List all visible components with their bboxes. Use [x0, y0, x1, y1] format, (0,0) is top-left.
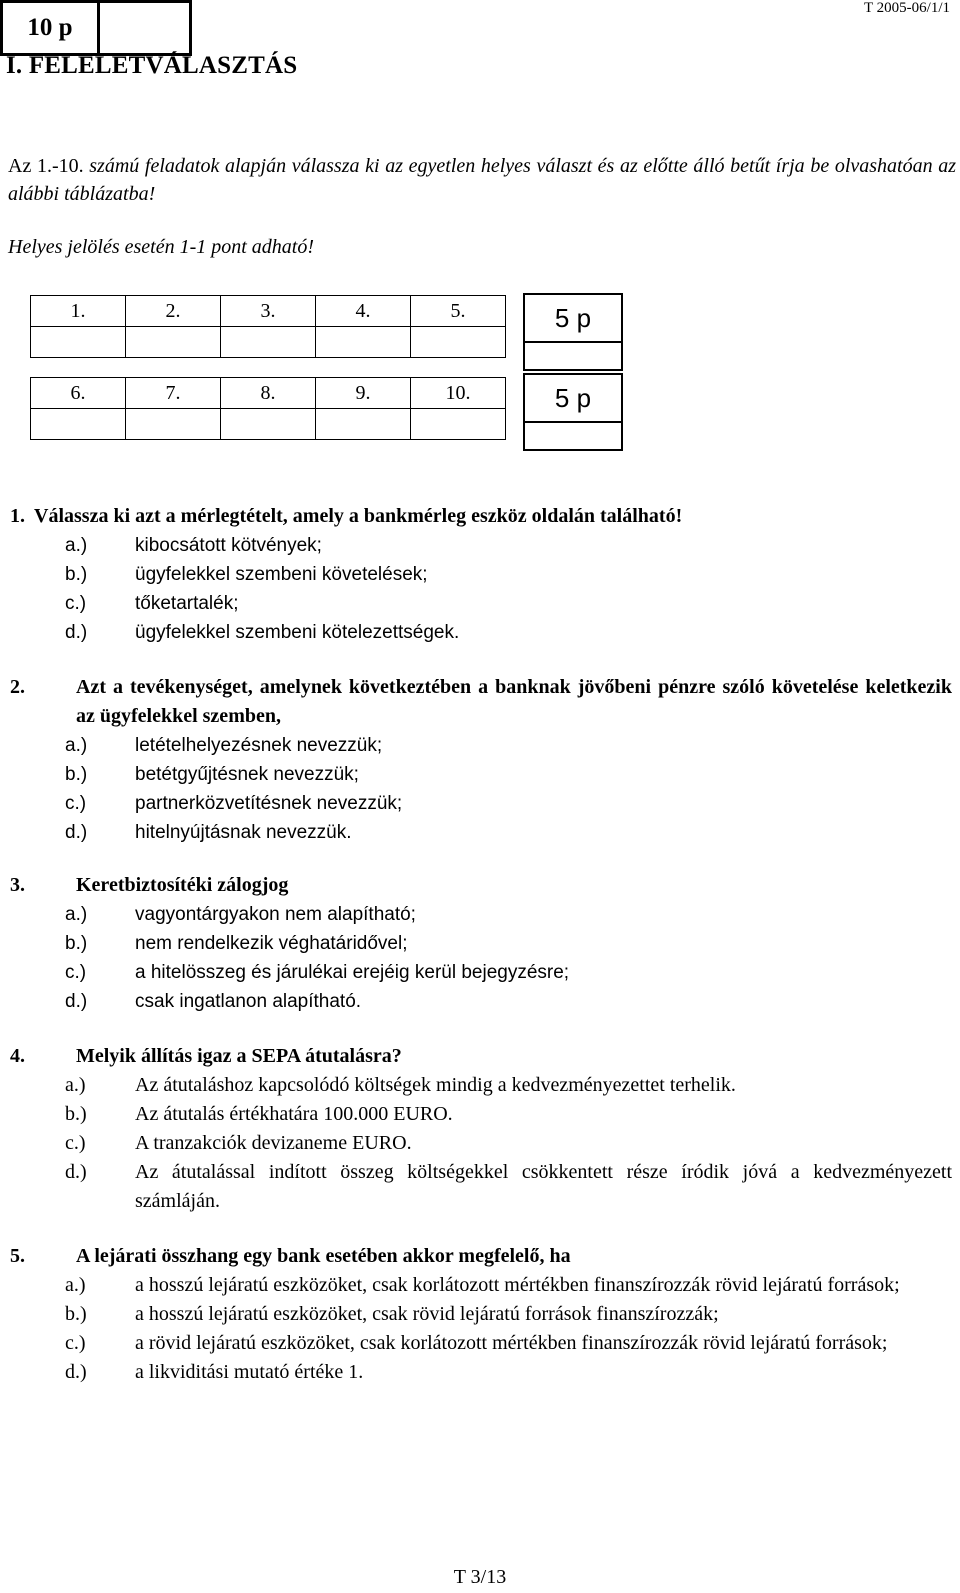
- option-text: a hitelösszeg és járulékai erejéig kerül bejegyzésre;: [135, 962, 570, 983]
- option-b: [65, 929, 952, 958]
- question-3: [10, 871, 952, 1016]
- option-letter: d.): [65, 622, 88, 643]
- answer-cell[interactable]: [31, 409, 126, 440]
- question-text: Keretbiztosítéki zálogjog: [76, 874, 289, 896]
- option-text: A tranzakciók devizaneme EURO.: [135, 1132, 412, 1154]
- option-letter: b.): [65, 1303, 87, 1325]
- option-d: [65, 618, 952, 647]
- option-b: [65, 560, 952, 589]
- question-stem: [10, 871, 952, 900]
- option-text: a rövid lejáratú eszközöket, csak korlátozott mértékben finanszírozzák rövid lejáratú források;: [135, 1332, 888, 1354]
- option-text: ügyfelekkel szembeni követelések;: [135, 564, 428, 585]
- option-d: [65, 1358, 952, 1387]
- option-text: a hosszú lejáratú eszközöket, csak rövid lejáratú források finanszírozzák;: [135, 1303, 719, 1325]
- option-c: [65, 789, 952, 818]
- option-c: [65, 589, 952, 618]
- option-letter: c.): [65, 962, 87, 983]
- option-text: partnerközvetítésnek nevezzük;: [135, 793, 403, 814]
- question-5: [10, 1242, 952, 1387]
- page-number: T 3/13: [453, 1566, 507, 1588]
- option-text: Az átutalás értékhatára 100.000 EURO.: [135, 1103, 453, 1125]
- answer-cell[interactable]: [316, 409, 411, 440]
- answer-cell[interactable]: [221, 409, 316, 440]
- answer-number: 3.: [221, 296, 316, 327]
- option-text: kibocsátott kötvények;: [135, 535, 322, 556]
- option-letter: c.): [65, 793, 87, 814]
- option-letter: c.): [65, 1332, 86, 1354]
- option-letter: a.): [65, 904, 88, 925]
- answer-cell[interactable]: [316, 327, 411, 358]
- question-number: 3.: [10, 874, 25, 896]
- total-points-field: [100, 3, 189, 53]
- option-text: hitelnyújtásnak nevezzük.: [135, 822, 352, 843]
- option-text: betétgyűjtésnek nevezzük;: [135, 764, 359, 785]
- question-text: A lejárati összhang egy bank esetében akkor megfelelő, ha: [76, 1245, 571, 1267]
- option-letter: a.): [65, 1274, 86, 1296]
- option-a: [65, 900, 952, 929]
- score-box-2: [523, 373, 623, 451]
- score-label-1: 5 p: [525, 295, 621, 343]
- option-text: Az átutaláshoz kapcsolódó költségek mindig a kedvezményezettet terhelik.: [135, 1074, 736, 1096]
- question-4: [10, 1042, 952, 1216]
- option-b: [65, 1100, 952, 1129]
- score-box-1: [523, 293, 623, 371]
- option-c: [65, 1129, 952, 1158]
- instructions-text: számú feladatok alapján válassza ki az egyetlen helyes választ és az előtte álló betűt írja be olvashatóan az alábbi táblázatba!: [8, 155, 957, 205]
- option-letter: a.): [65, 1074, 86, 1096]
- question-stem: [10, 673, 952, 731]
- question-number: 2.: [10, 676, 25, 698]
- answer-number: 8.: [221, 378, 316, 409]
- option-c: [65, 1329, 952, 1358]
- option-c: [65, 958, 952, 987]
- question-1: [10, 502, 952, 647]
- answer-number: 10.: [411, 378, 506, 409]
- option-letter: b.): [65, 764, 88, 785]
- answer-table-2: [30, 377, 506, 440]
- answer-cell[interactable]: [221, 327, 316, 358]
- option-b: [65, 1300, 952, 1329]
- answer-cell[interactable]: [126, 409, 221, 440]
- answer-cell[interactable]: [411, 409, 506, 440]
- option-b: [65, 760, 952, 789]
- answer-table-1: [30, 295, 506, 358]
- answer-number: 5.: [411, 296, 506, 327]
- answer-number: 6.: [31, 378, 126, 409]
- option-text: Az átutalással indított összeg költségekkel csökkentett része íródik jóvá a kedvezményezett számláján.: [135, 1161, 952, 1212]
- answer-number: 4.: [316, 296, 411, 327]
- question-text: Melyik állítás igaz a SEPA átutalásra?: [76, 1045, 402, 1067]
- score-label-2: 5 p: [525, 375, 621, 423]
- option-d: [65, 818, 952, 847]
- instructions-prefix: Az 1.-10.: [8, 155, 84, 177]
- option-letter: a.): [65, 735, 88, 756]
- option-letter: a.): [65, 535, 88, 556]
- option-a: [65, 531, 952, 560]
- question-number: 4.: [10, 1045, 25, 1067]
- option-letter: b.): [65, 1103, 87, 1125]
- option-text: a hosszú lejáratú eszközöket, csak korlátozott mértékben finanszírozzák rövid lejáratú források;: [135, 1274, 900, 1296]
- option-text: a likviditási mutató értéke 1.: [135, 1361, 364, 1383]
- option-a: [65, 1071, 952, 1100]
- option-text: csak ingatlanon alapítható.: [135, 991, 362, 1012]
- question-number: 5.: [10, 1245, 25, 1267]
- option-letter: d.): [65, 1161, 87, 1183]
- instructions: [8, 152, 956, 208]
- question-stem: [10, 1242, 952, 1271]
- answer-number: 2.: [126, 296, 221, 327]
- option-letter: c.): [65, 1132, 86, 1154]
- option-text: ügyfelekkel szembeni kötelezettségek.: [135, 622, 460, 643]
- question-2: [10, 673, 952, 847]
- option-text: vagyontárgyakon nem alapítható;: [135, 904, 416, 925]
- option-letter: b.): [65, 933, 88, 954]
- option-letter: c.): [65, 593, 87, 614]
- option-letter: d.): [65, 822, 88, 843]
- option-a: [65, 1271, 952, 1300]
- option-letter: d.): [65, 1361, 87, 1383]
- option-text: letételhelyezésnek nevezzük;: [135, 735, 383, 756]
- answer-number: 9.: [316, 378, 411, 409]
- question-text: Azt a tevékenységet, amelynek következtében a banknak jövőbeni pénzre szóló követelése keletkezik az ügyfelekkel szemben,: [76, 676, 952, 727]
- answer-number: 7.: [126, 378, 221, 409]
- option-a: [65, 731, 952, 760]
- total-points-box: [0, 0, 192, 56]
- question-stem: [10, 502, 952, 531]
- option-d: [65, 987, 952, 1016]
- scoring-note: Helyes jelölés esetén 1-1 pont adható!: [8, 236, 315, 258]
- question-number: 1.: [10, 505, 25, 527]
- option-text: nem rendelkezik véghatáridővel;: [135, 933, 408, 954]
- document-code: T 2005-06/1/1: [864, 0, 950, 16]
- total-points-label: 10 p: [3, 3, 100, 53]
- option-d: [65, 1158, 952, 1216]
- answer-cell[interactable]: [411, 327, 506, 358]
- answer-cell[interactable]: [126, 327, 221, 358]
- option-letter: b.): [65, 564, 88, 585]
- answer-cell[interactable]: [31, 327, 126, 358]
- section-title: I. FELELETVÁLASZTÁS: [6, 52, 298, 79]
- question-stem: [10, 1042, 952, 1071]
- option-text: tőketartalék;: [135, 593, 239, 614]
- option-letter: d.): [65, 991, 88, 1012]
- question-text: Válassza ki azt a mérlegtételt, amely a bankmérleg eszköz oldalán található!: [34, 505, 683, 527]
- answer-number: 1.: [31, 296, 126, 327]
